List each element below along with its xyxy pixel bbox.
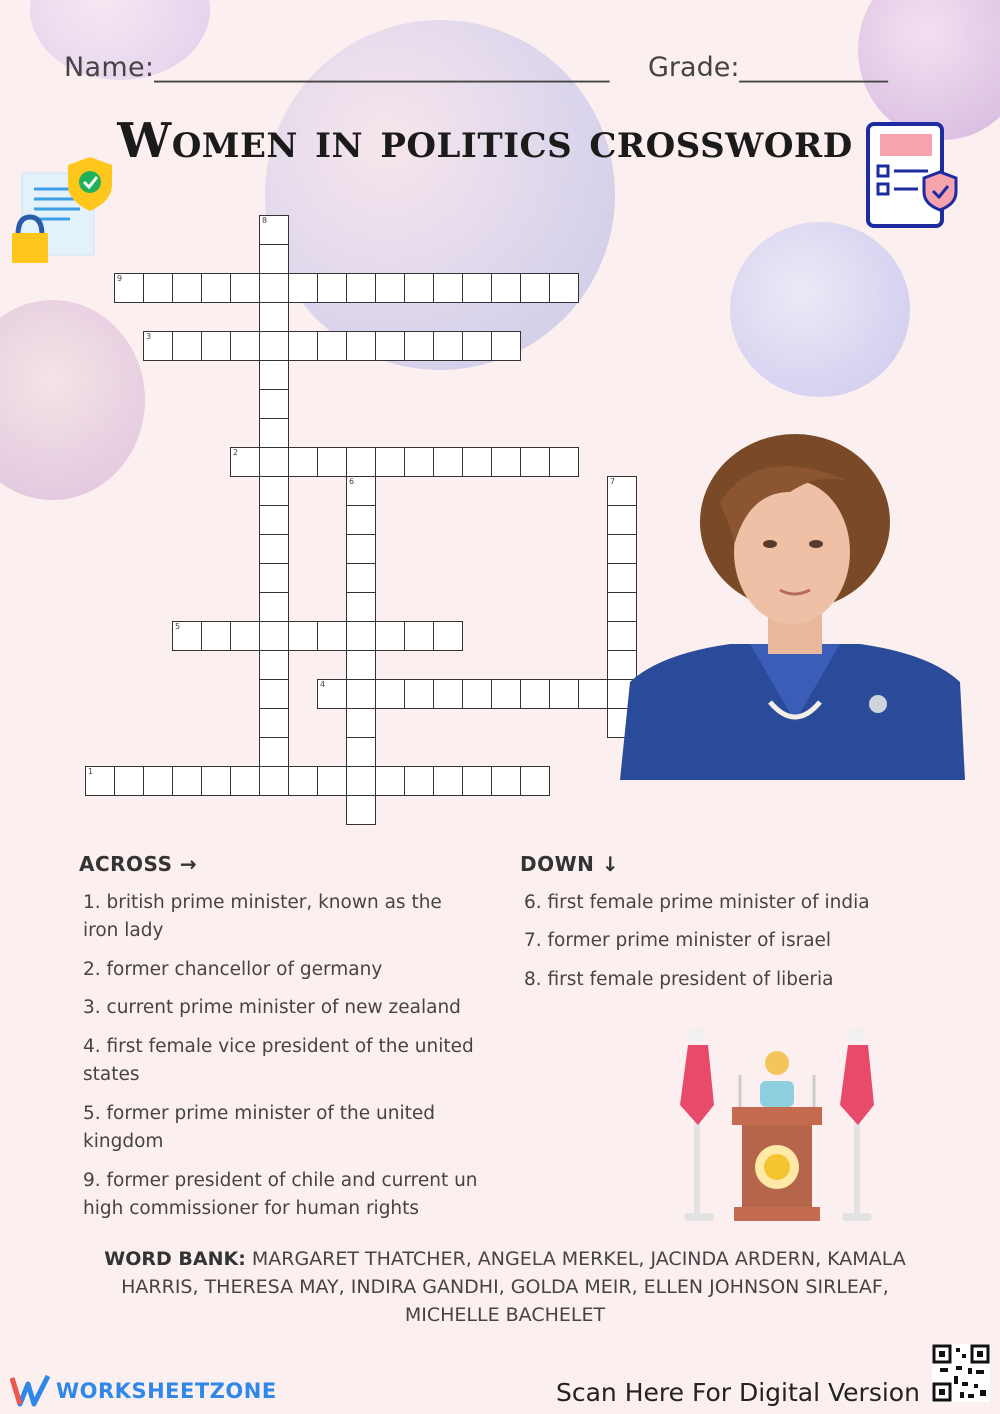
crossword-cell[interactable] bbox=[288, 331, 318, 361]
across-clue: 4. first female vice president of the united states bbox=[83, 1036, 474, 1085]
crossword-cell[interactable] bbox=[404, 621, 434, 651]
crossword-cell[interactable] bbox=[520, 766, 550, 796]
across-clue: 9. former president of chile and current un high commissioner for human rights bbox=[83, 1170, 478, 1219]
crossword-cell[interactable] bbox=[346, 331, 376, 361]
podium-illustration bbox=[676, 1025, 881, 1225]
crossword-cell[interactable] bbox=[346, 650, 376, 680]
clue-number: 9 bbox=[117, 274, 123, 283]
crossword-cell[interactable] bbox=[259, 360, 289, 390]
crossword-cell[interactable] bbox=[85, 766, 115, 796]
crossword-cell[interactable] bbox=[375, 766, 405, 796]
crossword-cell[interactable] bbox=[259, 244, 289, 274]
crossword-cell[interactable] bbox=[288, 447, 318, 477]
crossword-cell[interactable] bbox=[491, 273, 521, 303]
down-clue: 6. first female prime minister of india bbox=[524, 892, 870, 913]
crossword-cell[interactable] bbox=[201, 621, 231, 651]
across-clue: 3. current prime minister of new zealand bbox=[83, 997, 461, 1018]
crossword-cell[interactable] bbox=[491, 766, 521, 796]
crossword-cell[interactable] bbox=[259, 302, 289, 332]
crossword-cell[interactable] bbox=[317, 331, 347, 361]
crossword-cell[interactable] bbox=[549, 447, 579, 477]
clue-number: 8 bbox=[262, 216, 268, 225]
crossword-cell[interactable] bbox=[259, 505, 289, 535]
crossword-cell[interactable] bbox=[172, 766, 202, 796]
crossword-cell[interactable] bbox=[462, 273, 492, 303]
across-clue: 2. former chancellor of germany bbox=[83, 959, 383, 980]
crossword-cell[interactable] bbox=[259, 447, 289, 477]
crossword-cell[interactable] bbox=[433, 679, 463, 709]
crossword-cell[interactable] bbox=[404, 766, 434, 796]
crossword-cell[interactable] bbox=[230, 331, 260, 361]
crossword-cell[interactable] bbox=[462, 447, 492, 477]
qr-code-icon[interactable] bbox=[932, 1344, 990, 1402]
crossword-cell[interactable] bbox=[259, 476, 289, 506]
crossword-cell[interactable] bbox=[259, 563, 289, 593]
crossword-cell[interactable] bbox=[114, 273, 144, 303]
worksheetzone-logo[interactable] bbox=[10, 1374, 277, 1408]
across-heading: ACROSS → bbox=[79, 852, 198, 876]
crossword-cell[interactable] bbox=[346, 534, 376, 564]
word-bank bbox=[90, 1245, 920, 1329]
crossword-cell[interactable] bbox=[259, 766, 289, 796]
crossword-cell[interactable] bbox=[375, 447, 405, 477]
crossword-cell[interactable] bbox=[346, 766, 376, 796]
crossword-cell[interactable] bbox=[317, 621, 347, 651]
crossword-cell[interactable] bbox=[172, 273, 202, 303]
crossword-cell[interactable] bbox=[288, 621, 318, 651]
crossword-cell[interactable] bbox=[404, 447, 434, 477]
crossword-cell[interactable] bbox=[375, 273, 405, 303]
crossword-cell[interactable] bbox=[491, 331, 521, 361]
crossword-cell[interactable] bbox=[404, 331, 434, 361]
crossword-cell[interactable] bbox=[114, 766, 144, 796]
crossword-cell[interactable] bbox=[346, 795, 376, 825]
logo-text: WORKSHEETZONE bbox=[56, 1379, 277, 1403]
crossword-cell[interactable] bbox=[375, 621, 405, 651]
crossword-cell[interactable] bbox=[259, 273, 289, 303]
crossword-cell[interactable] bbox=[433, 447, 463, 477]
down-clue: 8. first female president of liberia bbox=[524, 969, 834, 990]
crossword-cell[interactable] bbox=[288, 273, 318, 303]
crossword-cell[interactable] bbox=[201, 331, 231, 361]
across-clue: 5. former prime minister of the united kingdom bbox=[83, 1103, 436, 1152]
crossword-cell[interactable] bbox=[375, 331, 405, 361]
crossword-cell[interactable] bbox=[288, 766, 318, 796]
crossword-cell[interactable] bbox=[317, 679, 347, 709]
word-bank-label: WORD BANK: bbox=[104, 1248, 246, 1270]
crossword-cell[interactable] bbox=[143, 273, 173, 303]
politician-portrait bbox=[620, 432, 970, 780]
crossword-cell[interactable] bbox=[259, 592, 289, 622]
crossword-cell[interactable] bbox=[259, 389, 289, 419]
scan-text: Scan Here For Digital Version bbox=[556, 1378, 920, 1407]
crossword-cell[interactable] bbox=[346, 476, 376, 506]
crossword-cell[interactable] bbox=[259, 215, 289, 245]
crossword-cell[interactable] bbox=[462, 331, 492, 361]
crossword-cell[interactable] bbox=[433, 273, 463, 303]
crossword-cell[interactable] bbox=[346, 621, 376, 651]
crossword-cell[interactable] bbox=[404, 273, 434, 303]
crossword-cell[interactable] bbox=[433, 331, 463, 361]
crossword-cell[interactable] bbox=[375, 679, 405, 709]
grade-field[interactable]: Grade:___________ bbox=[648, 52, 888, 83]
crossword-cell[interactable] bbox=[259, 534, 289, 564]
clue-number: 5 bbox=[175, 622, 181, 631]
crossword-cell[interactable] bbox=[201, 273, 231, 303]
crossword-cell[interactable] bbox=[462, 766, 492, 796]
crossword-cell[interactable] bbox=[230, 447, 260, 477]
crossword-cell[interactable] bbox=[346, 447, 376, 477]
crossword-cell[interactable] bbox=[520, 273, 550, 303]
down-clue: 7. former prime minister of israel bbox=[524, 930, 832, 951]
clue-number: 1 bbox=[88, 767, 94, 776]
crossword-cell[interactable] bbox=[259, 621, 289, 651]
crossword-cell[interactable] bbox=[346, 563, 376, 593]
crossword-cell[interactable] bbox=[172, 331, 202, 361]
clue-number: 2 bbox=[233, 448, 239, 457]
crossword-cell[interactable] bbox=[346, 708, 376, 738]
crossword-cell[interactable] bbox=[462, 679, 492, 709]
crossword-cell[interactable] bbox=[259, 331, 289, 361]
crossword-cell[interactable] bbox=[259, 679, 289, 709]
crossword-cell[interactable] bbox=[230, 766, 260, 796]
down-heading: DOWN ↓ bbox=[520, 852, 620, 876]
word-bank-words: MARGARET THATCHER, ANGELA MERKEL, JACINDA ARDERN, KAMALA HARRIS, THERESA MAY, INDIRA GANDHI, GOLDA MEIR, ELLEN JOHNSON SIRLEAF, MICHELLE BACHELET bbox=[121, 1248, 906, 1326]
crossword-cell[interactable] bbox=[201, 766, 231, 796]
crossword-cell[interactable] bbox=[346, 273, 376, 303]
crossword-cell[interactable] bbox=[549, 273, 579, 303]
crossword-cell[interactable] bbox=[230, 273, 260, 303]
crossword-cell[interactable] bbox=[259, 650, 289, 680]
crossword-cell[interactable] bbox=[317, 447, 347, 477]
crossword-cell[interactable] bbox=[346, 592, 376, 622]
clue-number: 3 bbox=[146, 332, 152, 341]
w-logo-icon bbox=[10, 1374, 50, 1408]
crossword-cell[interactable] bbox=[259, 737, 289, 767]
crossword-cell[interactable] bbox=[259, 708, 289, 738]
clue-number: 6 bbox=[349, 477, 355, 486]
crossword-cell[interactable] bbox=[346, 737, 376, 767]
crossword-cell[interactable] bbox=[317, 273, 347, 303]
page-title: Women in politics crossword bbox=[117, 113, 853, 169]
crossword-cell[interactable] bbox=[520, 447, 550, 477]
name-field[interactable]: Name:_________________________________ bbox=[64, 52, 610, 83]
crossword-cell[interactable] bbox=[143, 766, 173, 796]
crossword-cell[interactable] bbox=[433, 766, 463, 796]
crossword-cell[interactable] bbox=[520, 679, 550, 709]
crossword-cell[interactable] bbox=[317, 766, 347, 796]
crossword-cell[interactable] bbox=[346, 505, 376, 535]
across-clue: 1. british prime minister, known as the iron lady bbox=[83, 892, 442, 941]
crossword-cell[interactable] bbox=[549, 679, 579, 709]
crossword-cell[interactable] bbox=[230, 621, 260, 651]
crossword-cell[interactable] bbox=[578, 679, 608, 709]
clue-number: 7 bbox=[610, 477, 616, 486]
crossword-cell[interactable] bbox=[143, 331, 173, 361]
crossword-cell[interactable] bbox=[491, 447, 521, 477]
crossword-cell[interactable] bbox=[491, 679, 521, 709]
crossword-cell[interactable] bbox=[404, 679, 434, 709]
crossword-cell[interactable] bbox=[346, 679, 376, 709]
clue-number: 4 bbox=[320, 680, 326, 689]
crossword-cell[interactable] bbox=[172, 621, 202, 651]
crossword-cell[interactable] bbox=[259, 418, 289, 448]
crossword-cell[interactable] bbox=[433, 621, 463, 651]
